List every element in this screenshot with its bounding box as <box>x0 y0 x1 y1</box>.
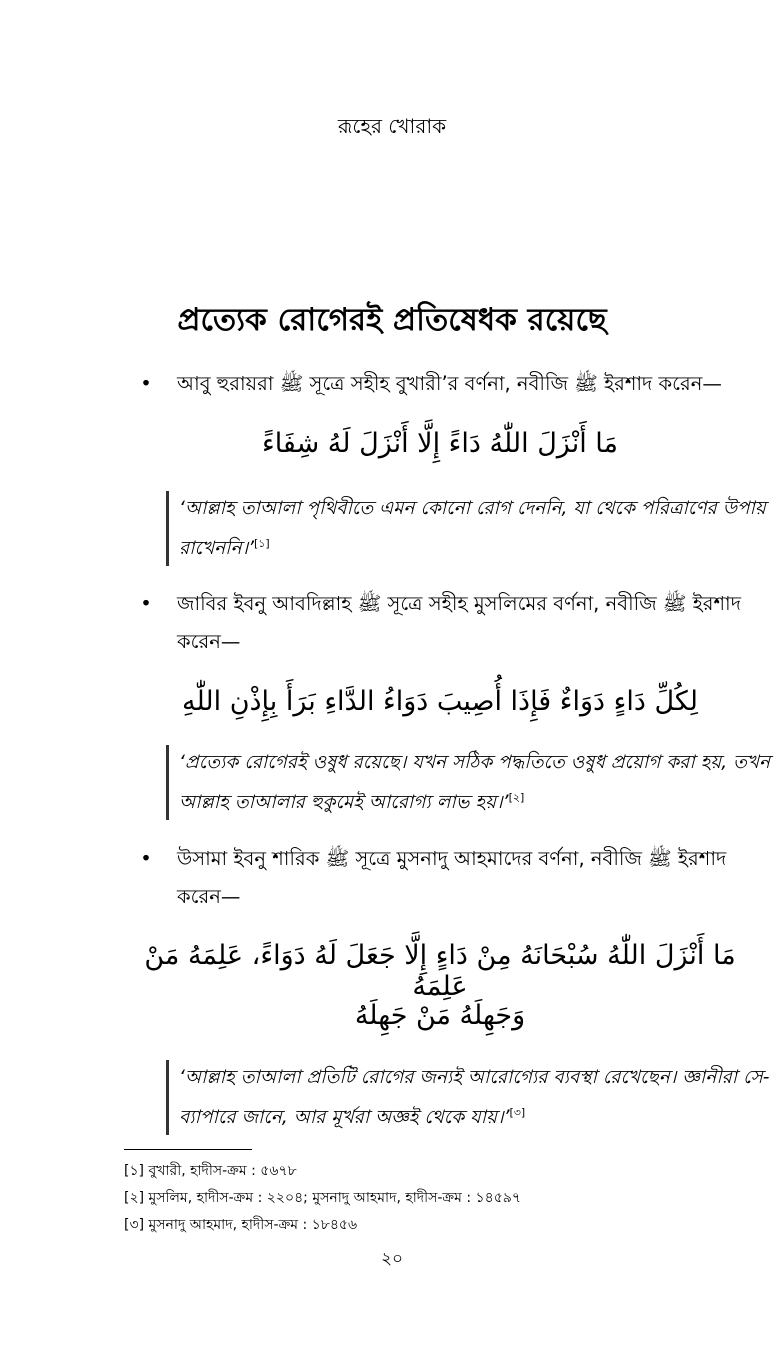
arabic-hadith-1: مَا أَنْزَلَ اللّٰهُ دَاءً إِلَّا أَنْزَلَ لَهُ شِفَاءً <box>262 428 618 459</box>
hadith-intro-text: আবু হুরায়রা ﷺ সূত্রে সহীহ বুখারী’র বর্ণনা, নবীজি ﷺ ইরশাদ করেন— <box>177 372 722 395</box>
hadith-intro-3 <box>140 840 760 916</box>
page-number: ২০ <box>380 1249 404 1269</box>
footnote-ref: [৩] <box>509 1106 526 1119</box>
hadith-intro-1 <box>140 365 760 403</box>
quote-text: ‘আল্লাহ তাআলা প্রতিটি রোগের জন্যই আরোগ্যের ব্যবস্থা রেখেছেন। জ্ঞানীরা সে-ব্যাপারে জানে, আর মূর্খরা অজ্ঞই থেকে যায়।’ <box>179 1067 770 1129</box>
footnote-item: [২] মুসলিম, হাদীস-ক্রম : ২২০৪; মুসনাদু আহমাদ, হাদীস-ক্রম : ১৪৫৯৭ <box>124 1190 521 1206</box>
footnote-ref: [২] <box>508 791 525 804</box>
bullet-marker: • <box>140 847 152 870</box>
translation-quote-1 <box>166 491 775 566</box>
quote-text: ‘আল্লাহ তাআলা পৃথিবীতে এমন কোনো রোগ দেননি, যা থেকে পরিত্রাণের উপায় রাখেননি।’ <box>179 498 766 560</box>
footnote-ref: [১] <box>254 537 270 550</box>
footnote-divider <box>124 1149 252 1150</box>
footnote-item: [৩] মুসনাদু আহমাদ, হাদীস-ক্রম : ১৮৪৫৬ <box>124 1217 358 1233</box>
quote-text: ‘প্রত্যেক রোগেরই ওষুধ রয়েছে। যখন সঠিক পদ্ধতিতে ওষুধ প্রয়োগ করা হয়, তখন আল্লাহ তাআলার হুকুমেই আরোগ্য লাভ হয়।’ <box>179 752 771 814</box>
hadith-intro-text: উসামা ইবনু শারিক ﷺ সূত্রে মুসনাদু আহমাদের বর্ণনা, নবীজি ﷺ ইরশাদ করেন— <box>177 847 727 908</box>
hadith-intro-2 <box>140 585 760 661</box>
arabic-hadith-3-line-1: مَا أَنْزَلَ اللّٰهُ سُبْحَانَهُ مِنْ دَاءٍ إِلَّا جَعَلَ لَهُ دَوَاءً، عَلِمَهُ مَنْ عَلِمَهُ <box>144 940 736 1002</box>
page-title: প্রত্যেক রোগেরই প্রতিষেধক রয়েছে <box>177 302 607 338</box>
footnote-item: [১] বুখারী, হাদীস-ক্রম : ৫৬৭৮ <box>124 1163 297 1179</box>
bullet-marker: • <box>140 592 152 615</box>
bullet-marker: • <box>140 372 152 395</box>
running-head: রূহের খোরাক <box>337 114 447 138</box>
footnotes <box>124 1158 764 1239</box>
translation-quote-3 <box>166 1060 775 1135</box>
hadith-intro-text: জাবির ইবনু আবদিল্লাহ ﷺ সূত্রে সহীহ মুসলিমের বর্ণনা, নবীজি ﷺ ইরশাদ করেন— <box>177 592 741 653</box>
arabic-hadith-3-line-2: وَجَهِلَهُ مَنْ جَهِلَهُ <box>354 1000 526 1031</box>
arabic-hadith-2: لِكُلِّ دَاءٍ دَوَاءٌ فَإِذَا أُصِيبَ دَوَاءُ الدَّاءِ بَرَأَ بِإِذْنِ اللّٰهِ <box>181 686 699 717</box>
translation-quote-2 <box>166 745 775 820</box>
